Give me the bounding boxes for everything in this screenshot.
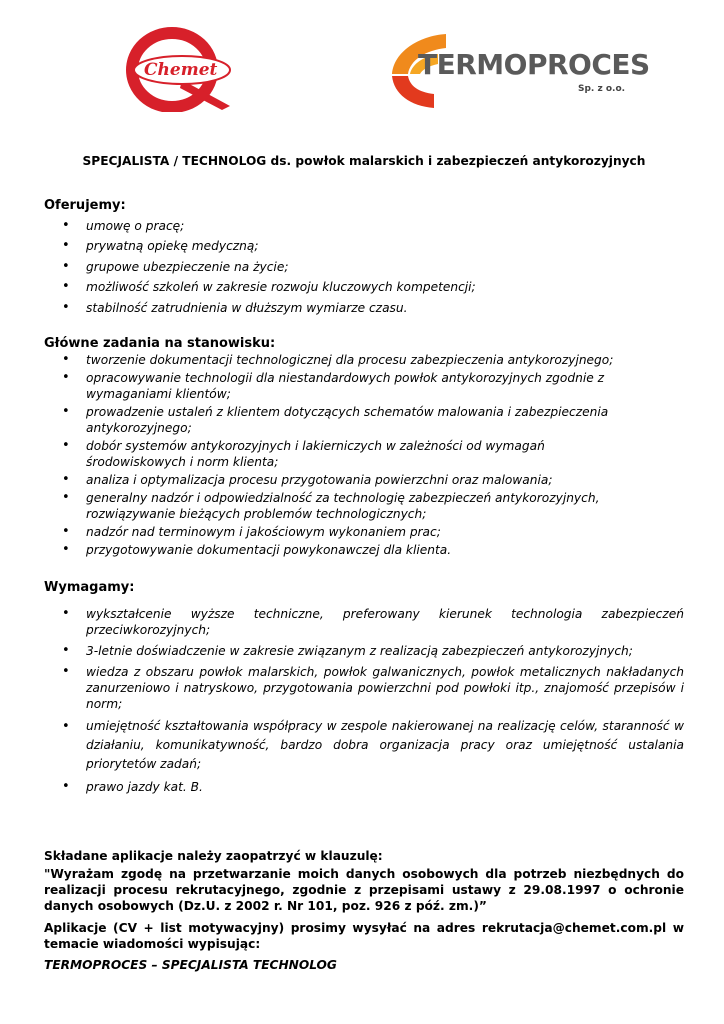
list-item: • nadzór nad terminowym i jakościowym wykonaniem prac; (44, 524, 684, 540)
page-title: SPECJALISTA / TECHNOLOG ds. powłok malarskich i zabezpieczeń antykorozyjnych (82, 154, 646, 168)
list-item: • prowadzenie ustaleń z klientem dotyczących schematów malowania i zabezpieczenia antykorozyjnego; (44, 404, 684, 436)
list-item: • wiedza z obszaru powłok malarskich, powłok galwanicznych, powłok metalicznych nakładanych zanurzeniowo i natryskowo, przygotowania powierzchni pod powłoki itp., znajomość przepisów i norm; (44, 664, 684, 712)
header-logos (0, 0, 724, 120)
list-item: • umowę o pracę; (44, 218, 684, 234)
offer-list (44, 218, 684, 320)
list-item: • analiza i optymalizacja procesu przygotowania powierzchni oraz malowania; (44, 472, 684, 488)
chemet-logo-icon (120, 26, 238, 112)
list-item: • dobór systemów antykorozyjnych i lakierniczych w zależności od wymagań środowiskowych i norm klienta; (44, 438, 684, 470)
list-item: • możliwość szkoleń w zakresie rozwoju kluczowych kompetencji; (44, 279, 684, 295)
list-item: • tworzenie dokumentacji technologicznej dla procesu zabezpieczenia antykorozyjnego; (44, 352, 684, 368)
list-item: • wykształcenie wyższe techniczne, preferowany kierunek technologia zabezpieczeń przeciwkorozyjnych; (44, 606, 684, 638)
apply-instructions: Aplikacje (CV + list motywacyjny) prosimy wysyłać na adres rekrutacja@chemet.com.pl w temacie wiadomości wypisując: (44, 921, 684, 951)
list-item: • grupowe ubezpieczenie na życie; (44, 259, 684, 275)
chemet-logo-text: Chemet (144, 60, 218, 80)
list-item: • prywatną opiekę medyczną; (44, 238, 684, 254)
email-subject-line: TERMOPROCES – SPECJALISTA TECHNOLOG (44, 958, 337, 972)
tasks-heading: Główne zadania na stanowisku: (44, 336, 276, 351)
list-item: • 3-letnie doświadczenie w zakresie związanym z realizacją zabezpieczeń antykorozyjnych; (44, 643, 684, 659)
list-item: • generalny nadzór i odpowiedzialność za technologię zabezpieczeń antykorozyjnych, rozwiązywanie bieżących problemów technologicznych; (44, 490, 684, 522)
list-item: • prawo jazdy kat. B. (44, 779, 684, 795)
consent-clause: "Wyrażam zgodę na przetwarzanie moich danych osobowych dla potrzeb niezbędnych do realizacji procesu rekrutacyjnego, zgodnie z przepisami ustawy z 29.08.1997 o ochronie danych osobowych (Dz.U. z 2002 r. Nr 101, poz. 926 z póź. zm.)” (44, 867, 684, 913)
requirements-heading: Wymagamy: (44, 580, 135, 595)
tasks-list (44, 352, 684, 560)
requirements-list (44, 606, 684, 800)
list-item: • przygotowywanie dokumentacji powykonawczej dla klienta. (44, 542, 684, 558)
clause-intro: Składane aplikacje należy zaopatrzyć w klauzulę: (44, 849, 383, 863)
list-item: • opracowywanie technologii dla niestandardowych powłok antykorozyjnych zgodnie z wymaganiami klientów; (44, 370, 684, 402)
termoproces-name: TERMOPROCES (418, 48, 650, 81)
list-item: • stabilność zatrudnienia w dłuższym wymiarze czasu. (44, 300, 684, 316)
termoproces-logo (388, 30, 650, 110)
offer-heading: Oferujemy: (44, 198, 126, 213)
termoproces-suffix: Sp. z o.o. (578, 84, 626, 94)
list-item: • umiejętność kształtowania współpracy w zespole nakierowanej na realizację celów, staranność w działaniu, komunikatywność, bardzo dobra organizacja pracy oraz umiejętność ustalania priorytetów zadań; (44, 717, 684, 774)
